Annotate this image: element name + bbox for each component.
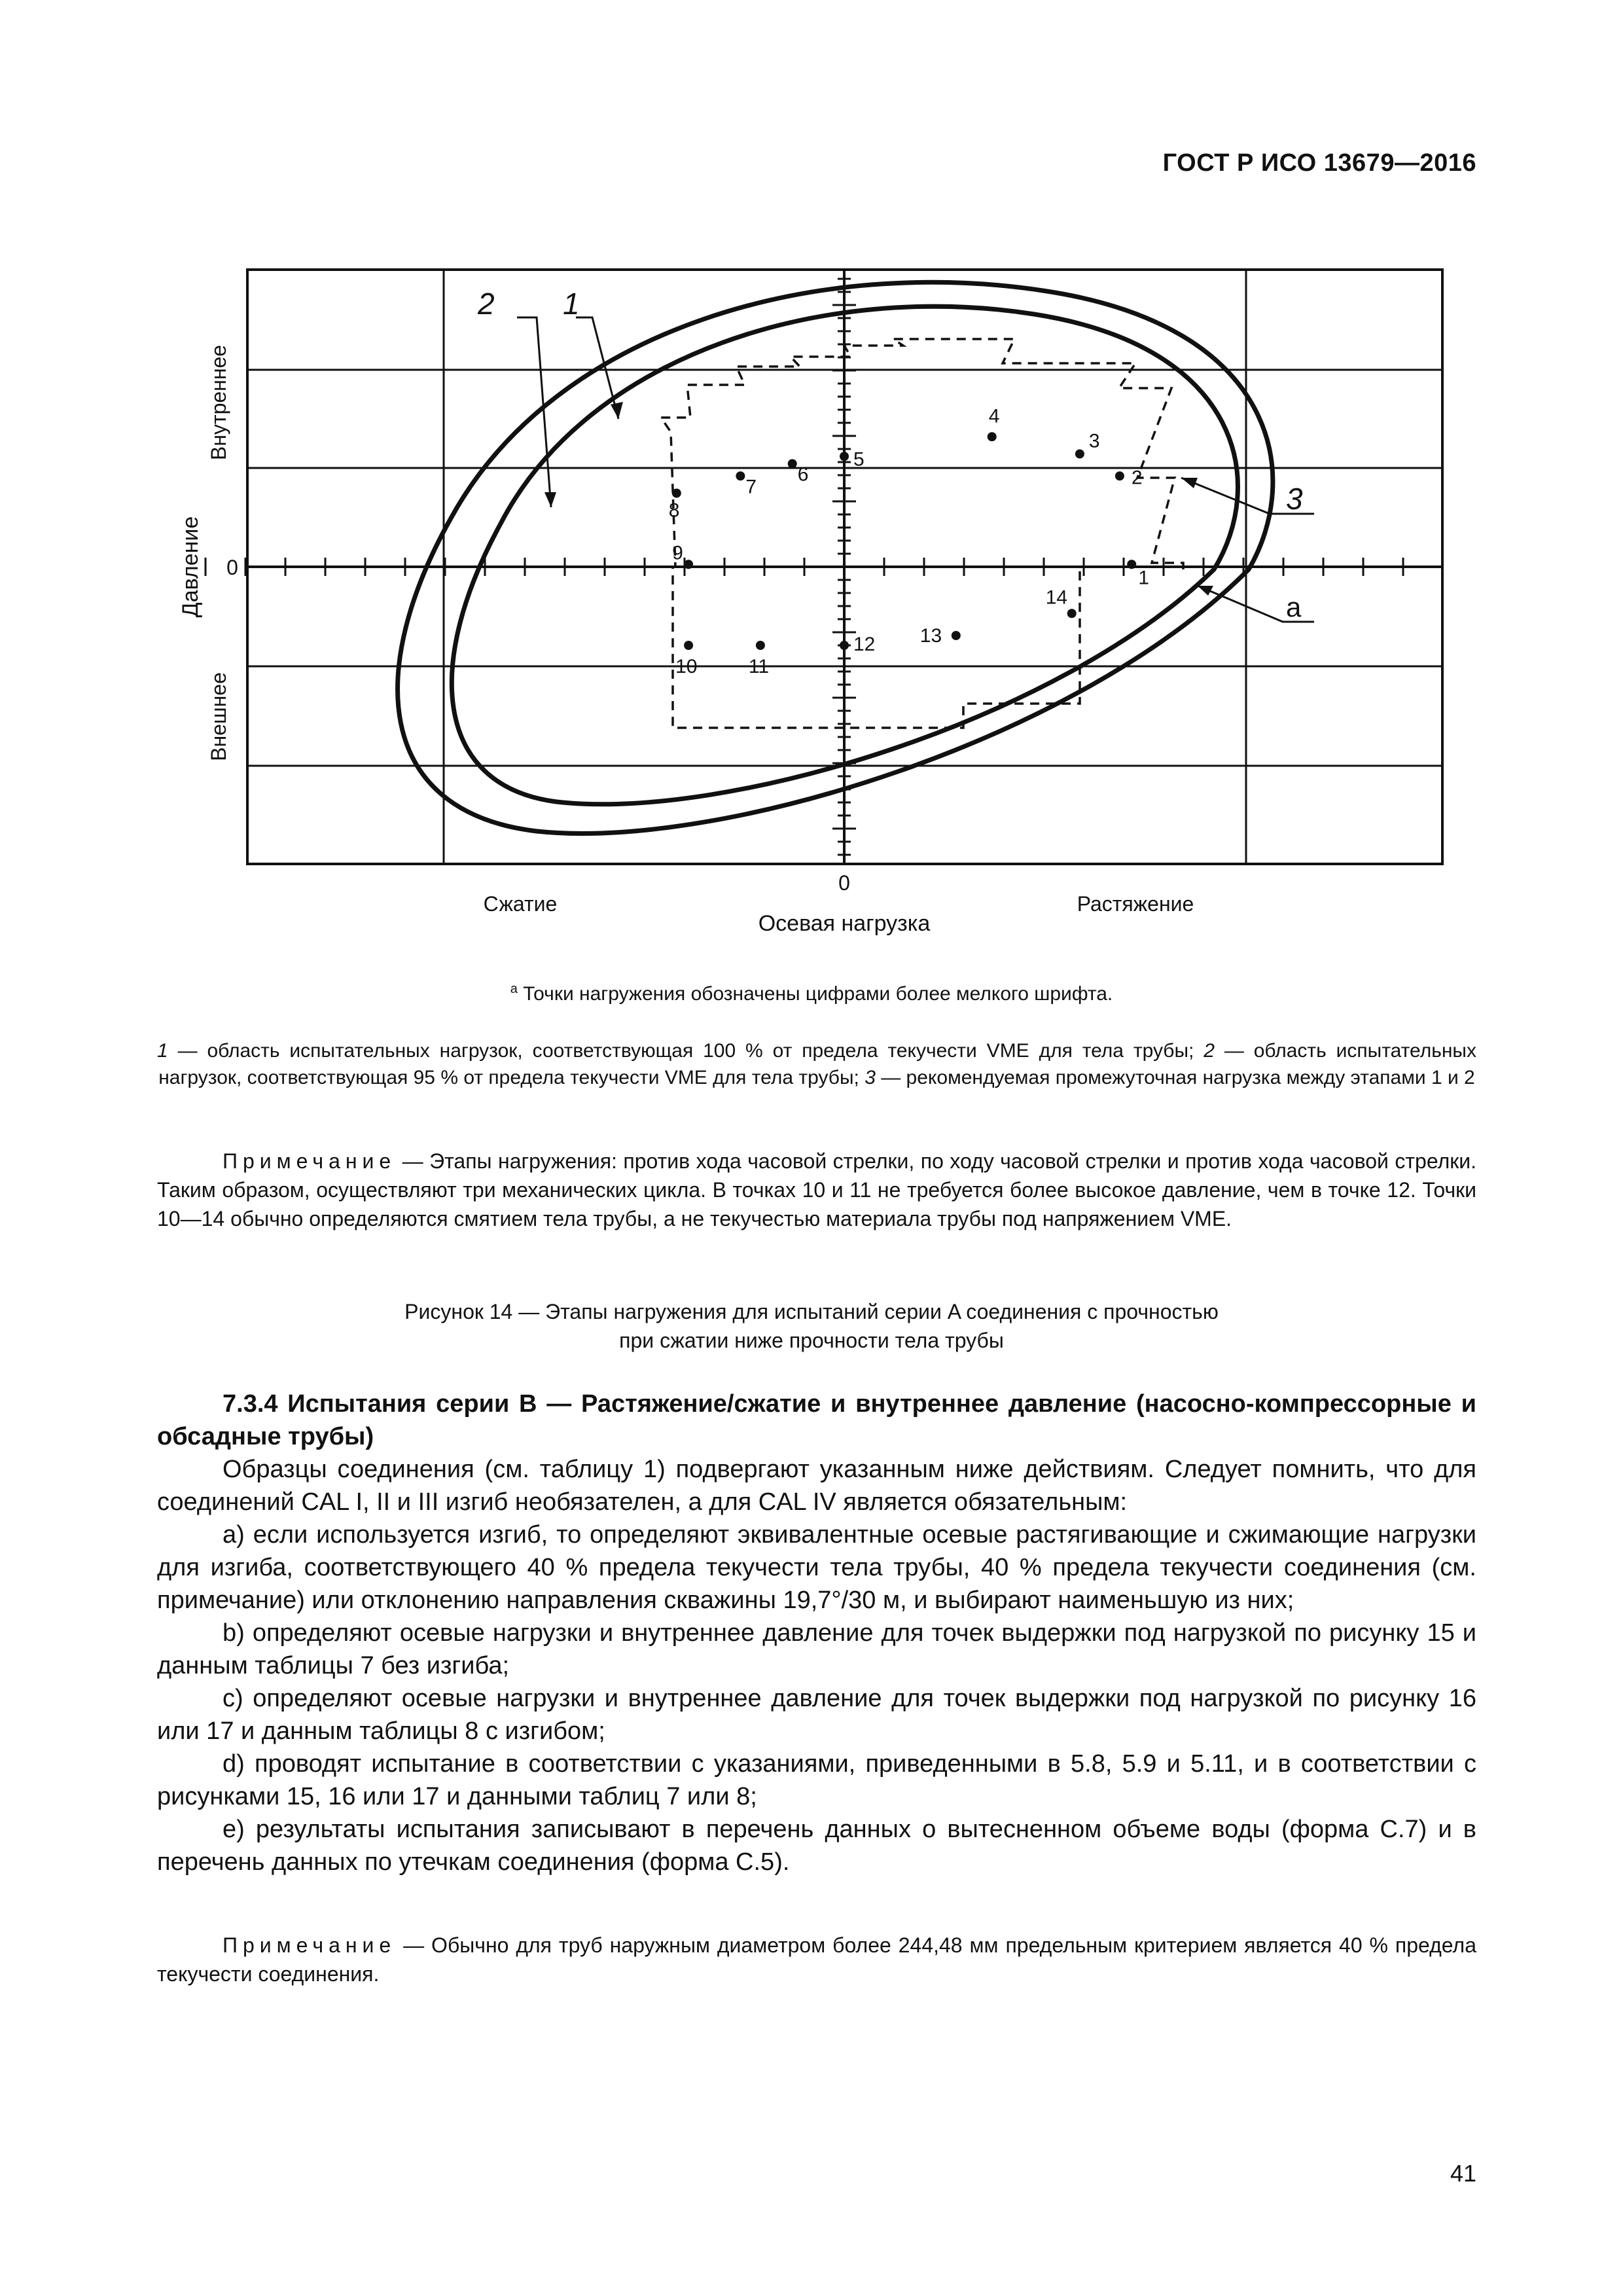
loading-point-6: [788, 459, 797, 469]
legend-text-2: — область испытательных нагрузок, соответствующая 95 % от предела текучести VME для тела трубы;: [158, 1040, 1476, 1088]
y-axis-lower-label: Внешнее: [207, 672, 230, 761]
legend-number-3: 3: [865, 1067, 876, 1088]
loading-point-4: [988, 432, 997, 441]
legend-number-2: 2: [1204, 1040, 1215, 1062]
x-axis-left-label: Сжатие: [483, 892, 558, 916]
point-label-4: 4: [988, 405, 1000, 427]
list-item-a: a) если используется изгиб, то определяют эквивалентные осевые растягивающие и сжимающие нагрузки для изгиба, соответствующего 40 % предела текучести тела трубы, 40 % предела текучести соединения (см. примечание) или отклонению направления скважины 19,7°/30 м, и выбирают наименьшую из них;: [157, 1521, 1476, 1614]
point-label-7: 7: [745, 476, 757, 498]
loading-point-3: [1075, 450, 1084, 459]
point-label-13: 13: [919, 625, 942, 647]
note-label: Примечание: [223, 1149, 397, 1173]
x-axis-zero: 0: [838, 871, 850, 895]
point-label-6: 6: [797, 463, 809, 486]
loading-diagram: [0, 0, 1623, 969]
list-item-e: e) результаты испытания записывают в перечень данных о вытесненном объеме воды (форма C.7) и в перечень данных по утечкам соединения (форма C.5).: [157, 1816, 1476, 1876]
point-label-10: 10: [675, 656, 698, 677]
point-label-1: 1: [1138, 567, 1149, 589]
x-axis-right-label: Растяжение: [1077, 892, 1194, 916]
point-label-8: 8: [668, 499, 680, 522]
section-heading: 7.3.4 Испытания серии B — Растяжение/сжатие и внутреннее давление (насосно-компрессорные и обсадные трубы): [157, 1390, 1476, 1450]
point-label-14: 14: [1045, 586, 1068, 609]
curve-label-2: 2: [478, 287, 495, 321]
loading-path: [661, 339, 1183, 728]
loading-point-1: [1127, 560, 1136, 569]
footnote-text: Точки нагружения обозначены цифрами более мелкого шрифта.: [517, 983, 1113, 1005]
loading-point-11: [756, 641, 765, 650]
list-item-b: b) определяют осевые нагрузки и внутреннее давление для точек выдержки под нагрузкой по рисунку 15 и данным таблицы 7 без изгиба;: [157, 1619, 1476, 1679]
point-label-5: 5: [853, 448, 865, 471]
page-number: 41: [1450, 2160, 1476, 2187]
loading-point-8: [672, 489, 681, 498]
footnote-mark: a: [510, 982, 518, 996]
loading-point-7: [736, 471, 745, 480]
loading-point-9: [684, 560, 693, 569]
figure-caption: [0, 1297, 1623, 1355]
loading-point-5: [840, 452, 849, 461]
section-paragraph: Образцы соединения (см. таблицу 1) подвергают указанным ниже действиям. Следует помнить, что для соединений CAL I, II и III изгиб необязателен, а для CAL IV является обязательным:: [157, 1456, 1476, 1516]
curve-label-1: 1: [563, 287, 580, 321]
y-axis-title: Давление: [178, 516, 203, 618]
section-note: [157, 1931, 1476, 1988]
list-item-c: c) определяют осевые нагрузки и внутреннее давление для точек выдержки под нагрузкой по рисунку 16 или 17 и данным таблицы 8 с изгибом;: [157, 1685, 1476, 1745]
document-header: ГОСТ Р ИСО 13679—2016: [1162, 149, 1476, 177]
loading-point-14: [1067, 609, 1077, 618]
caption-line-1: Рисунок 14 — Этапы нагружения для испытаний серии A соединения с прочностью: [404, 1300, 1219, 1323]
point-label-11: 11: [748, 656, 770, 677]
y-axis-zero: 0: [226, 556, 238, 579]
legend-number-1: 1: [157, 1040, 168, 1062]
legend-text-1: — область испытательных нагрузок, соответствующая 100 % от предела текучести VME для тела трубы;: [168, 1040, 1204, 1062]
note-text: — Обычно для труб наружным диаметром более 244,48 мм предельным критерием является 40 % предела текучести соединения.: [157, 1933, 1476, 1986]
note-label: Примечание: [223, 1933, 397, 1957]
y-axis-upper-label: Внутреннее: [207, 344, 230, 461]
point-label-2: 2: [1131, 467, 1143, 489]
point-label-9: 9: [672, 542, 683, 564]
x-axis-title: Осевая нагрузка: [758, 911, 931, 936]
figure-footnote: [0, 982, 1623, 1005]
caption-line-2: при сжатии ниже прочности тела трубы: [619, 1329, 1004, 1352]
callout-lines: [517, 317, 1314, 622]
list-item-d: d) проводят испытание в соответствии с указаниями, приведенными в 5.8, 5.9 и 5.11, и в соответствии с рисунками 15, 16 или 17 и данными таблиц 7 или 8;: [157, 1750, 1476, 1810]
loading-point-2: [1115, 471, 1124, 480]
loading-points: [669, 405, 1149, 677]
point-label-12: 12: [853, 634, 876, 655]
legend-text-3: — рекомендуемая промежуточная нагрузка между этапами 1 и 2: [875, 1067, 1475, 1088]
envelope-curve-1: [398, 282, 1273, 833]
footnote-label-a: a: [1286, 592, 1302, 622]
figure-note: [157, 1147, 1476, 1233]
loading-point-10: [684, 641, 693, 650]
note-text: — Этапы нагружения: против хода часовой стрелки, по ходу часовой стрелки и против хода часовой стрелки. Таким образом, осуществляют три механических цикла. В точках 10 и 11 не требуется более высокое давление, чем в точке 12. Точки 10—14 обычно определяются смятием тела трубы, а не текучестью материала трубы под напряжением VME.: [157, 1149, 1476, 1230]
section-7-3-4: [157, 1388, 1476, 1878]
loading-point-13: [952, 631, 961, 640]
loading-point-12: [840, 641, 849, 650]
figure-legend: [157, 1037, 1476, 1091]
point-label-3: 3: [1088, 430, 1100, 452]
curve-label-3: 3: [1286, 482, 1303, 516]
